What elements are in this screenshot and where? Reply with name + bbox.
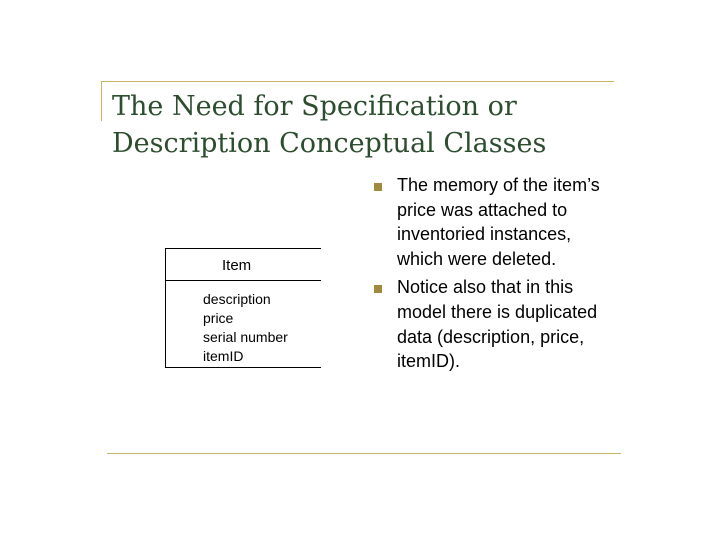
class-box-divider <box>165 280 321 281</box>
attribute-item: price <box>203 310 234 326</box>
uml-class-box <box>165 248 321 368</box>
left-rule <box>101 81 102 121</box>
square-bullet-icon <box>374 285 382 293</box>
class-box-left-border <box>165 248 166 368</box>
class-box-bottom-border <box>165 367 321 368</box>
bullet-list <box>372 173 622 378</box>
attribute-item: description <box>203 291 271 307</box>
bullet-text: The memory of the item’s price was attached to inventoried instances, which were deleted. <box>397 175 600 269</box>
square-bullet-icon <box>374 183 382 191</box>
slide-title <box>112 88 632 162</box>
bottom-rule <box>107 453 621 454</box>
attribute-item: serial number <box>203 329 288 345</box>
class-name: Item <box>222 257 252 274</box>
bullet-item <box>372 275 622 373</box>
bullet-item <box>372 173 622 271</box>
class-attributes <box>203 290 288 366</box>
title-line-2: Description Conceptual Classes <box>112 128 547 159</box>
bullet-text: Notice also that in this model there is duplicated data (description, price, itemID). <box>397 277 598 372</box>
top-rule <box>101 81 614 82</box>
class-box-top-border <box>165 248 321 249</box>
attribute-item: itemID <box>203 348 244 364</box>
title-line-1: The Need for Specification or <box>112 91 517 122</box>
